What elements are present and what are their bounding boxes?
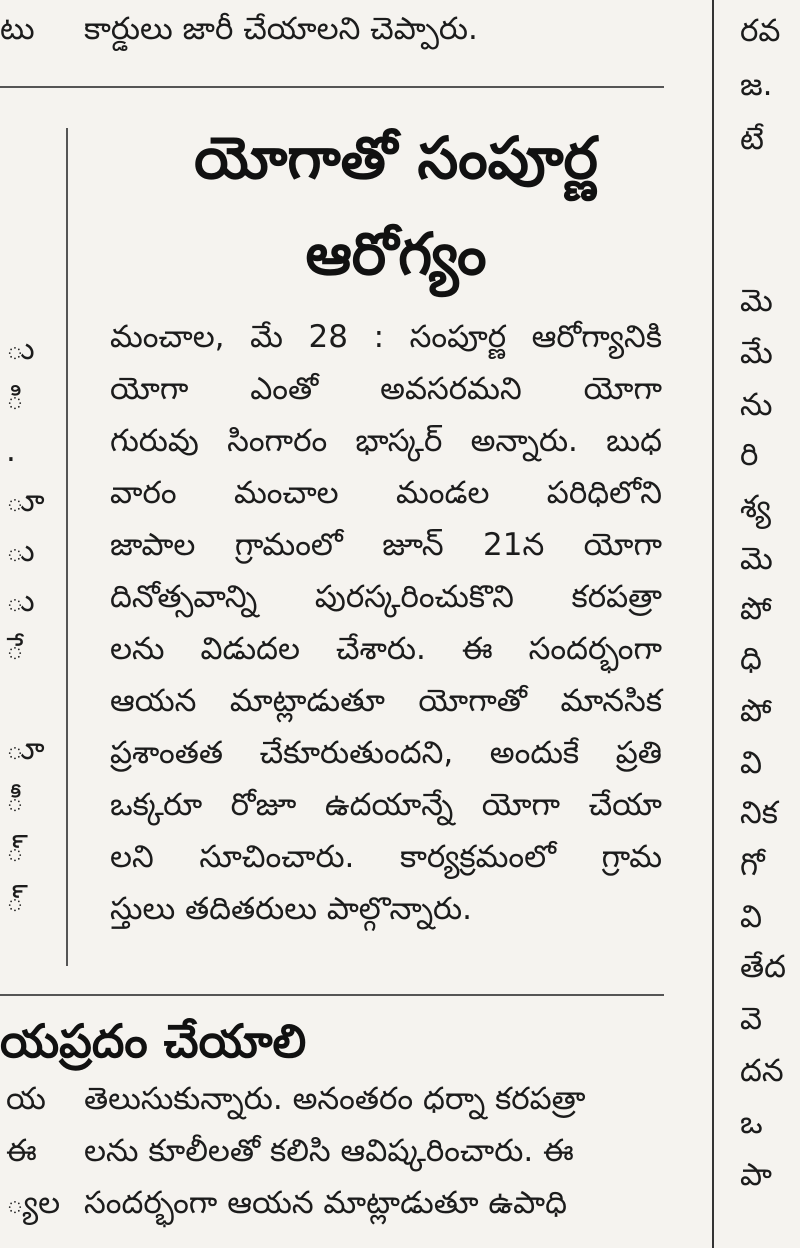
right-fragment: వె bbox=[740, 1001, 763, 1037]
left-fragment: ు bbox=[6, 533, 35, 569]
left-fragment: ు bbox=[6, 331, 35, 367]
right-fragment: మె bbox=[740, 541, 773, 577]
bottom-left-fragment: య bbox=[6, 1081, 46, 1117]
right-fragment: రి bbox=[740, 437, 759, 473]
right-fragment: పో bbox=[740, 591, 772, 627]
right-fragment: ఒ bbox=[740, 1105, 763, 1141]
right-fragment: జ. bbox=[740, 67, 773, 103]
bottom-line: సందర్భంగా ఆయన మాట్లాడుతూ ఉపాధి bbox=[84, 1185, 567, 1221]
bottom-line: లను కూలీలతో కలిసి ఆవిష్కరించారు. ఈ bbox=[84, 1133, 574, 1169]
article-line: లని సూచించారు. కార్యక్రమంలో గ్రామ bbox=[110, 839, 662, 875]
article-line: జాపాల గ్రామంలో జూన్ 21న యోగా bbox=[110, 527, 662, 563]
right-fragment: దన bbox=[740, 1053, 784, 1089]
left-fragment: ూ bbox=[6, 731, 45, 767]
bottom-line: తెలుసుకున్నారు. అనంతరం ధర్నా కరపత్రా bbox=[84, 1081, 586, 1117]
left-fragment: ీ bbox=[6, 783, 24, 819]
article-line: స్తులు తదితరులు పాల్గొన్నారు. bbox=[110, 891, 473, 927]
right-fragment: మె bbox=[740, 283, 773, 319]
right-fragment: ను bbox=[740, 387, 773, 423]
article-body bbox=[110, 318, 662, 978]
article-line: ఆయన మాట్లాడుతూ యోగాతో మానసిక bbox=[110, 683, 662, 719]
headline-line-2: ఆరోగ్యం bbox=[305, 220, 487, 288]
right-fragment: వి bbox=[740, 899, 763, 935]
right-fragment: టే bbox=[740, 121, 764, 157]
horizontal-rule-bottom bbox=[0, 994, 664, 996]
column-rule-article bbox=[66, 128, 68, 966]
right-fragment: పో bbox=[740, 693, 772, 729]
right-fragment: వి bbox=[740, 745, 763, 781]
bottom-left-fragment: ్యల bbox=[6, 1185, 61, 1221]
left-fragment: ే bbox=[6, 631, 24, 667]
right-fragment: గో bbox=[740, 847, 765, 883]
article-line: లను విడుదల చేశారు. ఈ సందర్భంగా bbox=[110, 631, 662, 667]
left-fragment: ి bbox=[6, 381, 24, 417]
article-line: దినోత్సవాన్ని పురస్కరించుకొని కరపత్రా bbox=[110, 579, 662, 615]
right-fragment: రవ bbox=[740, 13, 781, 49]
right-fragment: శ్య bbox=[740, 489, 771, 525]
article-line: యోగా ఎంతో అవసరమని యోగా bbox=[110, 371, 662, 407]
left-fragment: ు bbox=[6, 583, 35, 619]
left-fragment: ూ bbox=[6, 483, 45, 519]
article-line: ప్రశాంతత చేకూరుతుందని, అందుకే ప్రతి bbox=[110, 735, 662, 771]
bottom-headline: యప్రదం చేయాలి bbox=[0, 1014, 307, 1068]
horizontal-rule-top bbox=[0, 86, 664, 88]
top-center-line: కార్డులు జారీ చేయాలని చెప్పారు. bbox=[84, 11, 478, 47]
left-fragment: . bbox=[6, 433, 16, 469]
bottom-left-fragment: ఈ bbox=[6, 1133, 37, 1169]
headline-line-1: యోగాతో సంపూర్ణ bbox=[194, 124, 598, 192]
top-left-fragment: టు bbox=[0, 11, 35, 47]
right-fragment: మే bbox=[740, 335, 773, 371]
left-fragment: ్ bbox=[6, 833, 24, 869]
right-fragment: తేద bbox=[740, 949, 787, 985]
left-fragment: ్ bbox=[6, 883, 24, 919]
column-rule-right bbox=[712, 0, 714, 1248]
article-line: ఒక్కరూ రోజూ ఉదయాన్నే యోగా చేయా bbox=[110, 787, 662, 823]
right-fragment: నిక bbox=[740, 795, 778, 831]
right-fragment: పా bbox=[740, 1157, 772, 1193]
right-fragment: ధి bbox=[740, 641, 762, 677]
article-line: మంచాల, మే 28 : సంపూర్ణ ఆరోగ్యానికి bbox=[110, 319, 662, 355]
article-line: వారం మంచాల మండల పరిధిలోని bbox=[110, 475, 662, 511]
article-line: గురువు సింగారం భాస్కర్ అన్నారు. బుధ bbox=[110, 423, 662, 459]
